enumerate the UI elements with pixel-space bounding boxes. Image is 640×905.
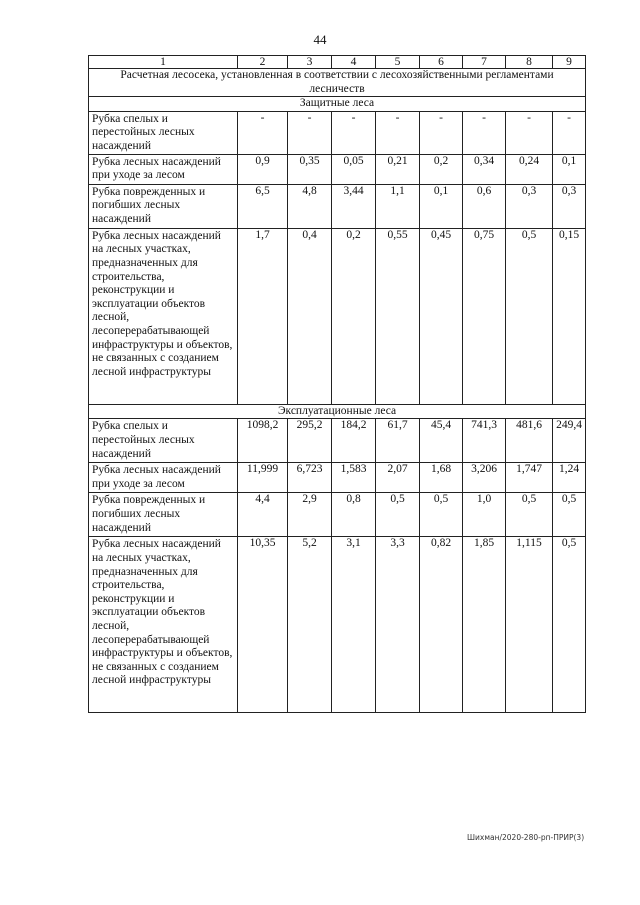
document-footer: Шихман/2020-280-рп-ПРИР(3) xyxy=(467,833,585,842)
cell-value: - xyxy=(553,111,586,154)
cell-value: 0,5 xyxy=(420,493,463,537)
table-caption: Расчетная лесосека, установленная в соответствии с лесохозяйственными регламентами лесничеств xyxy=(89,69,586,97)
row-label: Рубка лесных насаждений на лесных участках, предназначенных для строительства, реконструкции и эксплуатации объектов лесной, лесоперерабатывающей инфраструктуры и объектов, не связанных с созданием лесной инфраструктуры xyxy=(89,228,238,404)
cell-value: 61,7 xyxy=(376,419,420,463)
section-title: Эксплуатационные леса xyxy=(89,404,586,419)
table-row xyxy=(89,111,586,154)
table-row xyxy=(89,184,586,228)
cell-value: 0,1 xyxy=(420,184,463,228)
cell-value: 295,2 xyxy=(288,419,332,463)
column-number: 4 xyxy=(332,56,376,69)
cell-value: 0,34 xyxy=(463,154,506,184)
column-number: 8 xyxy=(506,56,553,69)
cell-value: 0,5 xyxy=(553,493,586,537)
cell-value: 3,3 xyxy=(376,537,420,713)
row-label: Рубка лесных насаждений при уходе за лесом xyxy=(89,154,238,184)
cell-value: 1,0 xyxy=(463,493,506,537)
cell-value: 1,68 xyxy=(420,463,463,493)
cell-value: 10,35 xyxy=(238,537,288,713)
table-row xyxy=(89,228,586,404)
page-number: 44 xyxy=(313,32,327,47)
cell-value: 0,2 xyxy=(420,154,463,184)
cell-value: 0,21 xyxy=(376,154,420,184)
cell-value: 0,24 xyxy=(506,154,553,184)
column-number: 5 xyxy=(376,56,420,69)
cell-value: 5,2 xyxy=(288,537,332,713)
section-header-row xyxy=(89,404,586,419)
column-number: 7 xyxy=(463,56,506,69)
cell-value: 2,07 xyxy=(376,463,420,493)
cell-value: - xyxy=(463,111,506,154)
cell-value: 0,55 xyxy=(376,228,420,404)
table-row xyxy=(89,537,586,713)
cell-value: 0,5 xyxy=(376,493,420,537)
cell-value: 45,4 xyxy=(420,419,463,463)
cell-value: 0,1 xyxy=(553,154,586,184)
column-number: 1 xyxy=(89,56,238,69)
cell-value: 3,1 xyxy=(332,537,376,713)
cell-value: 0,45 xyxy=(420,228,463,404)
row-label: Рубка лесных насаждений на лесных участках, предназначенных для строительства, реконструкции и эксплуатации объектов лесной, лесоперерабатывающей инфраструктуры и объектов, не связанных с созданием лесной инфраструктуры xyxy=(89,537,238,713)
cell-value: 1,115 xyxy=(506,537,553,713)
cell-value: 0,3 xyxy=(553,184,586,228)
cell-value: 6,723 xyxy=(288,463,332,493)
cell-value: 6,5 xyxy=(238,184,288,228)
table-row xyxy=(89,463,586,493)
cell-value: 1,583 xyxy=(332,463,376,493)
cell-value: 1,24 xyxy=(553,463,586,493)
cell-value: 249,4 xyxy=(553,419,586,463)
row-label: Рубка поврежденных и погибших лесных насаждений xyxy=(89,184,238,228)
cell-value: 1,1 xyxy=(376,184,420,228)
section-title: Защитные леса xyxy=(89,97,586,112)
cell-value: 0,75 xyxy=(463,228,506,404)
cell-value: 0,35 xyxy=(288,154,332,184)
allowable-cut-table xyxy=(88,55,586,713)
cell-value: 1,747 xyxy=(506,463,553,493)
cell-value: 2,9 xyxy=(288,493,332,537)
cell-value: 4,4 xyxy=(238,493,288,537)
cell-value: 11,999 xyxy=(238,463,288,493)
cell-value: 741,3 xyxy=(463,419,506,463)
caption-row xyxy=(89,69,586,97)
table-row xyxy=(89,419,586,463)
row-label: Рубка поврежденных и погибших лесных насаждений xyxy=(89,493,238,537)
cell-value: 4,8 xyxy=(288,184,332,228)
cell-value: 0,5 xyxy=(506,493,553,537)
cell-value: - xyxy=(420,111,463,154)
column-number: 9 xyxy=(553,56,586,69)
table-row xyxy=(89,493,586,537)
cell-value: 3,44 xyxy=(332,184,376,228)
section-header-row xyxy=(89,97,586,112)
cell-value: - xyxy=(238,111,288,154)
row-label: Рубка спелых и перестойных лесных насаждений xyxy=(89,419,238,463)
cell-value: 0,4 xyxy=(288,228,332,404)
cell-value: 0,9 xyxy=(238,154,288,184)
cell-value: 0,5 xyxy=(553,537,586,713)
cell-value: 3,206 xyxy=(463,463,506,493)
column-number: 2 xyxy=(238,56,288,69)
cell-value: 0,8 xyxy=(332,493,376,537)
cell-value: 0,2 xyxy=(332,228,376,404)
cell-value: 0,82 xyxy=(420,537,463,713)
column-number-row xyxy=(89,56,586,69)
cell-value: - xyxy=(332,111,376,154)
cell-value: - xyxy=(288,111,332,154)
row-label: Рубка лесных насаждений при уходе за лесом xyxy=(89,463,238,493)
cell-value: 481,6 xyxy=(506,419,553,463)
cell-value: - xyxy=(506,111,553,154)
cell-value: 1098,2 xyxy=(238,419,288,463)
cell-value: 0,6 xyxy=(463,184,506,228)
cell-value: 0,15 xyxy=(553,228,586,404)
cell-value: - xyxy=(376,111,420,154)
cell-value: 0,05 xyxy=(332,154,376,184)
column-number: 3 xyxy=(288,56,332,69)
cell-value: 0,3 xyxy=(506,184,553,228)
cell-value: 1,7 xyxy=(238,228,288,404)
cell-value: 0,5 xyxy=(506,228,553,404)
table-row xyxy=(89,154,586,184)
column-number: 6 xyxy=(420,56,463,69)
cell-value: 184,2 xyxy=(332,419,376,463)
row-label: Рубка спелых и перестойных лесных насаждений xyxy=(89,111,238,154)
cell-value: 1,85 xyxy=(463,537,506,713)
